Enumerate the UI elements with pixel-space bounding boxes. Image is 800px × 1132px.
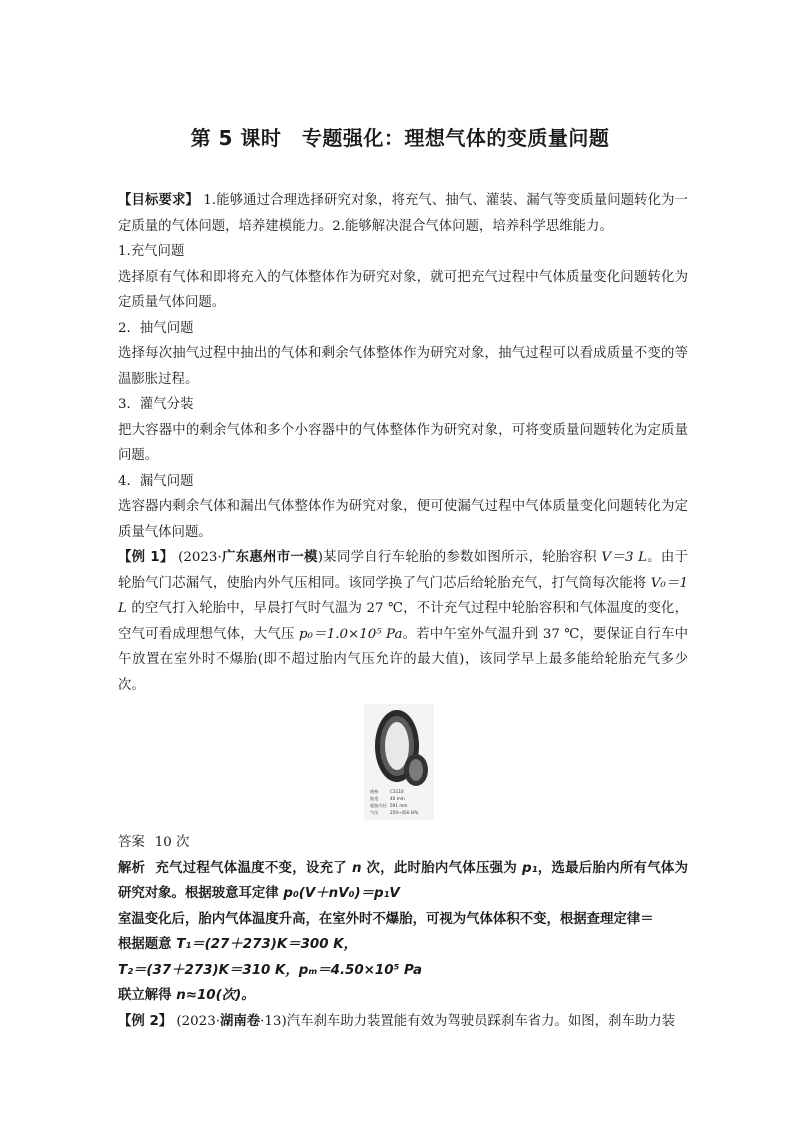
analysis-line-4 xyxy=(118,958,688,984)
analysis-text-3b: T₁＝(27＋273)K＝300 K， xyxy=(176,937,357,952)
answer-value: 10 次 xyxy=(154,835,190,850)
example-2 xyxy=(118,1009,688,1035)
example-1-p0-eq: p₀＝1.0×10⁵ Pa xyxy=(298,626,403,642)
spec-key-2: 胎宽 xyxy=(370,796,379,801)
example-2-source-open: (2023· xyxy=(176,1013,220,1029)
analysis-line-5 xyxy=(118,983,688,1009)
analysis-text-4b: pₘ＝4.50×10⁵ Pa xyxy=(298,962,423,978)
example-1-text-2: 。由于轮胎气门芯漏气，使胎内外气压相同。该同学换了气门芯后给轮胎充气，打气筒每次能将 xyxy=(118,550,689,591)
answer-label: 答案 xyxy=(118,835,145,850)
example-1-text-3: 的空气打入轮胎中，早晨打气时气温为 27 ℃，不计充气过程中轮胎容积和气体温度的变化，空气可看成理想气体，大气压 xyxy=(118,601,688,642)
example-1-text-4: 。若中午室外气温升到 37 ℃，要保证自行车中午放置在室外时不爆胎(即不超过胎内气压允许的最大值)，该同学早上最多能给轮胎充气多少次。 xyxy=(118,626,688,693)
tire-secondary-tread xyxy=(409,759,423,781)
example-1 xyxy=(118,545,688,698)
section-heading-4: 4．漏气问题 xyxy=(118,473,194,489)
objectives-paragraph xyxy=(118,188,688,239)
analysis-text-1c: 次，此时胎内气体压强为 xyxy=(361,860,522,876)
spec-val-4: 250~450 kPa xyxy=(390,810,419,815)
analysis-text-1b: n xyxy=(351,860,362,876)
spec-val-3: 591 mm xyxy=(390,803,408,808)
answer-line xyxy=(118,830,688,856)
objectives-text: 1.能够通过合理选择研究对象，将充气、抽气、灌装、漏气等变质量问题转化为一定质量的气体问题，培养建模能力。2.能够解决混合气体问题，培养科学思维能力。 xyxy=(118,193,689,234)
example-2-source-name: 湖南卷 xyxy=(219,1013,261,1029)
analysis-label: 解析 xyxy=(118,860,146,876)
content xyxy=(118,188,688,1034)
example-1-v0-eq: V₀＝1 L xyxy=(118,575,688,616)
analysis-text-1d: p₁ xyxy=(521,860,538,876)
spec-val-2: 40 mm xyxy=(390,796,405,801)
analysis-text-5b: n≈10(次)。 xyxy=(176,988,255,1003)
objectives-tag: 【目标要求】 xyxy=(118,193,199,208)
analysis-text-4a: T₂＝(37＋273)K＝310 K， xyxy=(118,962,299,978)
analysis-text-1f: p₀(V＋nV₀)＝p₁V xyxy=(283,886,400,901)
spec-key-3: 轮胎内径 xyxy=(370,803,387,808)
spec-val-1: C3110 xyxy=(390,789,404,794)
analysis-line-2: 室温变化后，胎内气体温度升高，在室外时不爆胎，可视为气体体积不变，根据查理定律＝ xyxy=(118,911,654,927)
example-1-text-1: 某同学自行车轮胎的参数如图所示，轮胎容积 xyxy=(322,550,602,565)
section-body-3: 把大容器中的剩余气体和多个小容器中的气体整体作为研究对象，可将变质量问题转化为定质量问题。 xyxy=(118,422,688,463)
example-1-source-open: (2023· xyxy=(178,550,222,565)
example-2-source-close: ·13) xyxy=(260,1013,287,1029)
section-heading-3: 3．灌气分装 xyxy=(118,397,194,412)
analysis-line-1 xyxy=(118,856,688,907)
analysis-text-1a: 充气过程气体温度不变，设充了 xyxy=(155,860,352,876)
page-title: 第 5 课时 专题强化：理想气体的变质量问题 xyxy=(190,126,610,150)
section-body-4: 选容器内剩余气体和漏出气体整体作为研究对象，便可使漏气过程中气体质量变化问题转化为定质量气体问题。 xyxy=(118,499,688,540)
section-body-1: 选择原有气体和即将充入的气体整体作为研究对象，就可把充气过程中气体质量变化问题转化为定质量气体问题。 xyxy=(118,269,688,310)
tire-figure-wrap xyxy=(118,704,688,822)
example-1-source-close: ) xyxy=(317,550,323,565)
analysis-line-3 xyxy=(118,932,688,958)
tire-figure xyxy=(364,704,434,820)
spec-key-4: 气压 xyxy=(370,810,379,815)
example-1-source-name: 广东惠州市一模 xyxy=(221,550,318,565)
section-body-2: 选择每次抽气过程中抽出的气体和剩余气体整体作为研究对象，抽气过程可以看成质量不变的等温膨胀过程。 xyxy=(118,346,688,387)
example-2-tag: 【例 2】 xyxy=(118,1013,173,1029)
example-1-v-eq: V＝3 L xyxy=(601,550,647,565)
spec-key-1: 规格 xyxy=(370,789,379,794)
example-2-text: 汽车刹车助力装置能有效为驾驶员踩刹车省力。如图，刹车助力装 xyxy=(286,1013,676,1029)
analysis-text-3a: 根据题意 xyxy=(118,937,177,952)
analysis-text-5a: 联立解得 xyxy=(118,988,177,1003)
section-heading-1: 1.充气问题 xyxy=(118,244,185,259)
example-1-tag: 【例 1】 xyxy=(118,550,174,565)
section-heading-2: 2．抽气问题 xyxy=(118,320,194,336)
analysis-text-1e: ，选最后胎内所有气体为研究对象。根据玻意耳定律 xyxy=(118,860,688,901)
